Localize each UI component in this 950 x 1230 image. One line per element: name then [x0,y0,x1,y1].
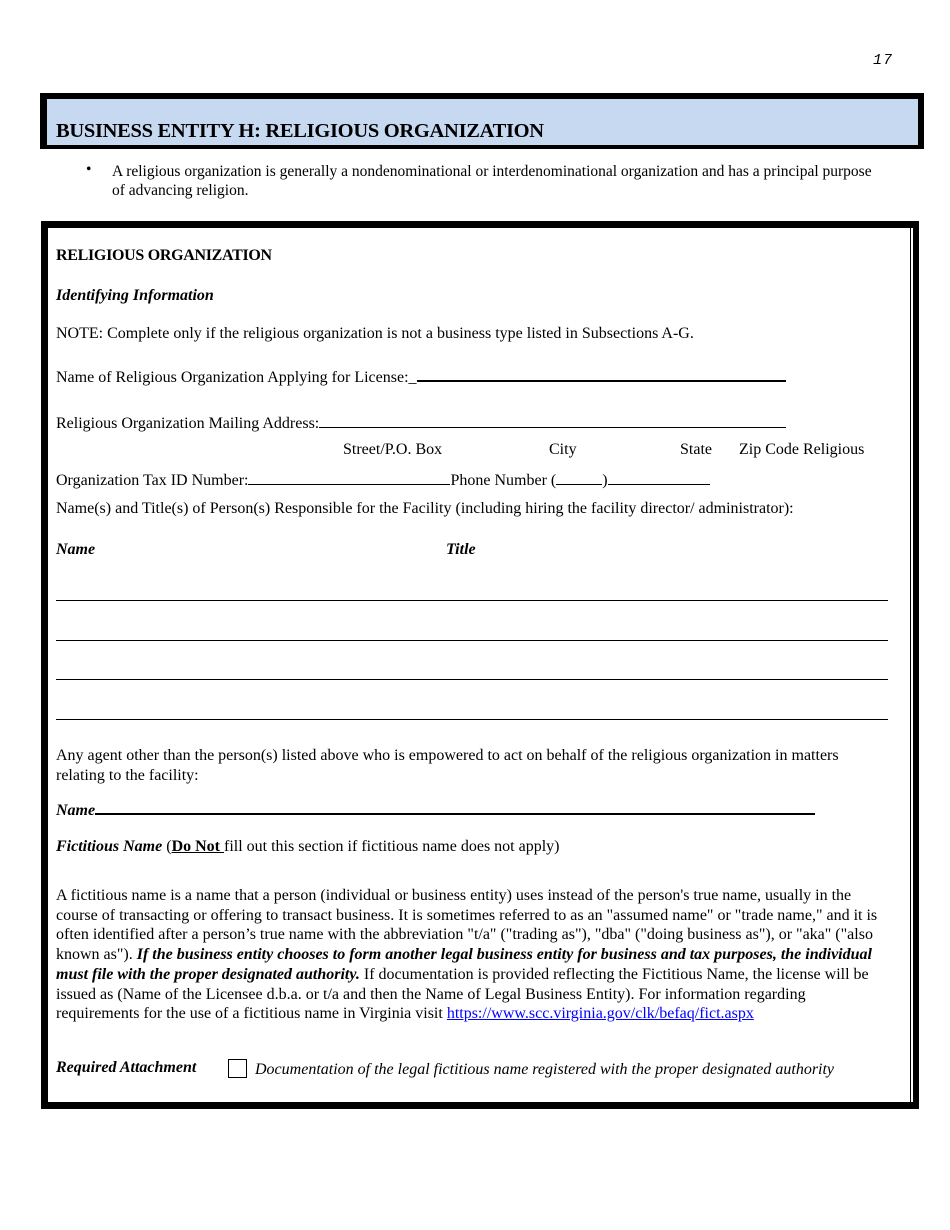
agent-name-row [56,799,815,820]
org-name-row [56,366,786,387]
form-section-title: RELIGIOUS ORGANIZATION [56,247,272,264]
bullet-dot: • [86,161,92,178]
responsible-label: Name(s) and Title(s) of Person(s) Responsible for the Facility (including hiring the facility director/ administrator): [56,500,794,517]
fictitious-instructions: fill out this section if fictitious name does not apply) [224,838,560,855]
mailing-address-row [56,413,786,433]
fictitious-paragraph-part2: If documentation is provided reflecting the Fictitious Name, the license will be issued as (Name of the Licensee d.b.a. or t/a and then the Name of Legal Business Entity). For information regarding requirements for the use of a fictitious name in Virginia visit [56,965,869,1023]
responsible-entry-line-4[interactable] [56,719,888,720]
address-street-caption: Street/P.O. Box [343,441,443,458]
mailing-address-label: Religious Organization Mailing Address: [56,415,320,432]
address-zip-caption: Zip Code Religious [739,441,865,458]
fictitious-do-not: Do Not [171,838,224,855]
phone-paren-close: ) [602,472,608,489]
org-name-field[interactable] [417,366,786,382]
address-city-caption: City [549,441,577,458]
tax-id-label: Organization Tax ID Number: [56,472,249,489]
column-title-heading: Title [446,541,476,558]
phone-label: Phone Number ( [450,472,557,489]
section-header-title: BUSINESS ENTITY H: RELIGIOUS ORGANIZATION [56,120,544,142]
required-attachment-text: Documentation of the legal fictitious name registered with the proper designated authority [255,1061,835,1078]
form-box-inner-right-line [910,228,912,1102]
required-attachment-label: Required Attachment [56,1059,197,1076]
fictitious-name-label: Fictitious Name [56,838,163,855]
responsible-entry-line-2[interactable] [56,640,888,641]
agent-name-field[interactable] [95,799,815,815]
fictitious-name-row [56,838,560,856]
responsible-entry-line-1[interactable] [56,600,888,601]
phone-number-field[interactable] [608,470,710,485]
address-state-caption: State [680,441,712,458]
fictitious-paren-open: ( [162,838,172,855]
section-header [40,93,924,149]
phone-area-code-field[interactable] [556,470,602,485]
column-name-heading: Name [56,541,96,558]
agent-text: Any agent other than the person(s) listed above who is empowered to act on behalf of the religious organization in matters relating to the facility: [56,747,839,784]
intro-bullet-text: A religious organization is generally a nondenominational or interdenominational organization and has a principal purpose of advancing religion. [112,163,872,199]
form-subtitle: Identifying Information [56,287,214,304]
fictitious-paragraph-bold: If the business entity chooses to form another legal business entity for business and tax purposes, the individual must file with the proper designated authority. [56,946,872,983]
responsible-entry-line-3[interactable] [56,679,888,680]
required-attachment-row [228,1059,834,1079]
page-number: 17 [872,52,893,69]
form-box-inner-left-line [47,228,49,1102]
fictitious-info-link[interactable]: https://www.scc.virginia.gov/clk/befaq/fict.aspx [446,1005,754,1023]
attachment-checkbox[interactable] [228,1059,247,1078]
org-name-label: Name of Religious Organization Applying for License:_ [56,369,417,386]
tax-id-field[interactable] [248,470,450,485]
form-note: NOTE: Complete only if the religious organization is not a business type listed in Subsections A-G. [56,325,694,342]
fictitious-paragraph-part1: A fictitious name is a name that a person (individual or business entity) uses instead of the person's true name, usually in the course of transacting or offering to transact business. It is sometimes referred to as an "assumed name" or "trade name," and it is often identified after a person’s true name with the abbreviation "t/a" ("trading as"), "dba" ("doing business as"), or "aka" ("also known as"). [56,887,878,964]
tax-phone-row [56,470,710,490]
agent-name-label: Name [56,802,96,819]
mailing-address-field[interactable] [319,413,786,428]
fictitious-paragraph [56,886,890,1024]
